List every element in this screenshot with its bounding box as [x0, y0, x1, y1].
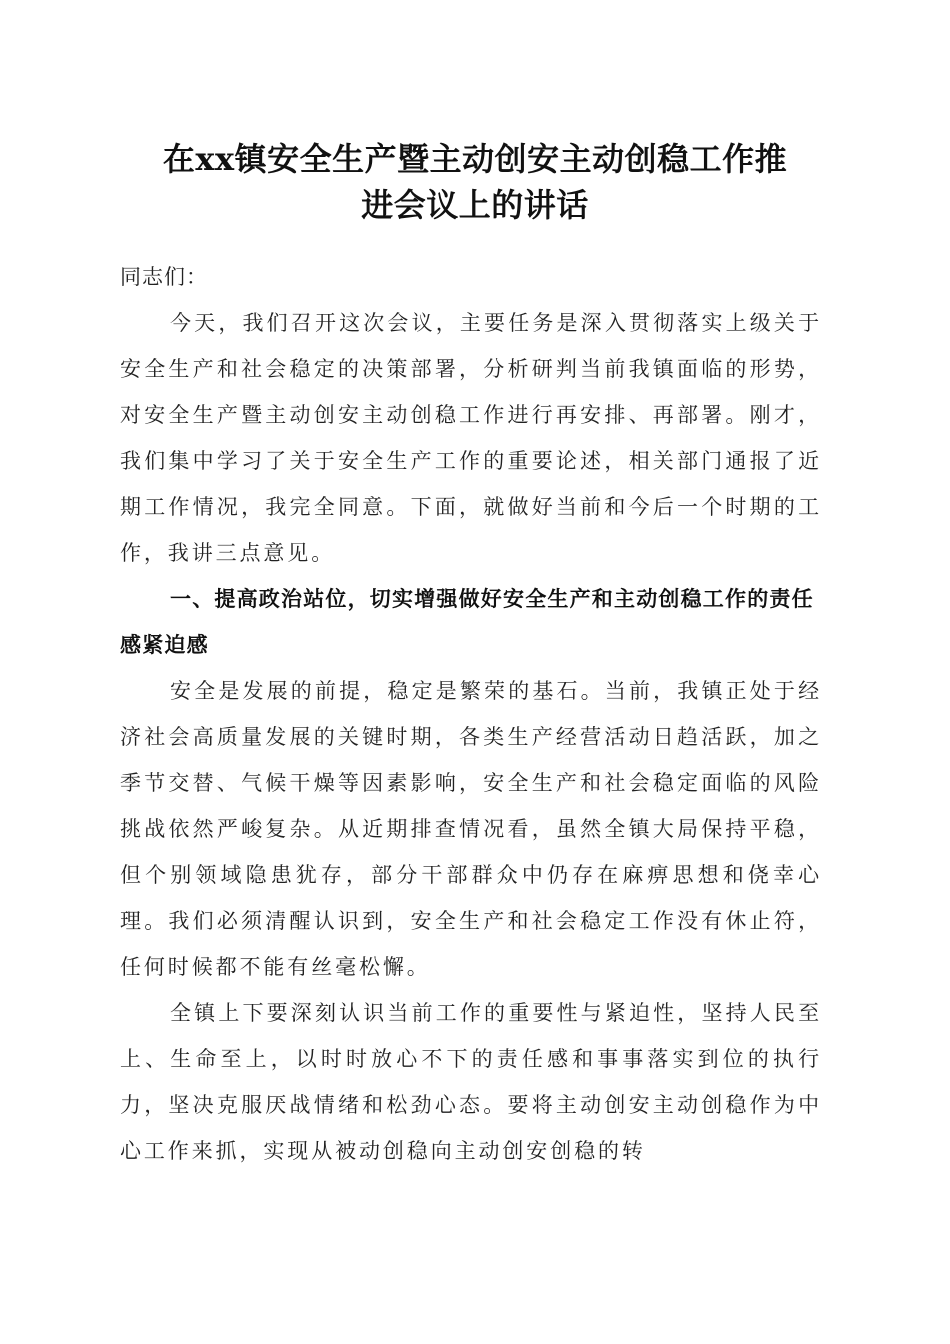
document-title — [115, 136, 835, 228]
opening-paragraph: 今天，我们召开这次会议，主要任务是深入贯彻落实上级关于安全生产和社会稳定的决策部署，分析研判当前我镇面临的形势，对安全生产暨主动创安主动创稳工作进行再安排、再部署。刚才，我们集中学习了关于安全生产工作的重要论述，相关部门通报了近期工作情况，我完全同意。下面，就做好当前和今后一个时期的工作，我讲三点意见。 — [120, 311, 822, 565]
document-body — [120, 254, 822, 1174]
salutation: 同志们： — [120, 265, 208, 289]
title-line-2: 进会议上的讲话 — [361, 186, 589, 224]
section-1-paragraph-2: 全镇上下要深刻认识当前工作的重要性与紧迫性，坚持人民至上、生命至上，以时时放心不下的责任感和事事落实到位的执行力，坚决克服厌战情绪和松劲心态。要将主动创安主动创稳作为中心工作来抓，实现从被动创稳向主动创安创稳的转 — [120, 1001, 822, 1163]
section-1-heading: 一、提高政治站位，切实增强做好安全生产和主动创稳工作的责任感紧迫感 — [120, 587, 814, 657]
title-line-1: 在xx镇安全生产暨主动创安主动创稳工作推 — [162, 140, 788, 178]
section-1-paragraph-1: 安全是发展的前提，稳定是繁荣的基石。当前，我镇正处于经济社会高质量发展的关键时期，各类生产经营活动日趋活跃，加之季节交替、气候干燥等因素影响，安全生产和社会稳定面临的风险挑战依然严峻复杂。从近期排查情况看，虽然全镇大局保持平稳，但个别领域隐患犹存，部分干部群众中仍存在麻痹思想和侥幸心理。我们必须清醒认识到，安全生产和社会稳定工作没有休止符，任何时候都不能有丝毫松懈。 — [120, 679, 822, 979]
